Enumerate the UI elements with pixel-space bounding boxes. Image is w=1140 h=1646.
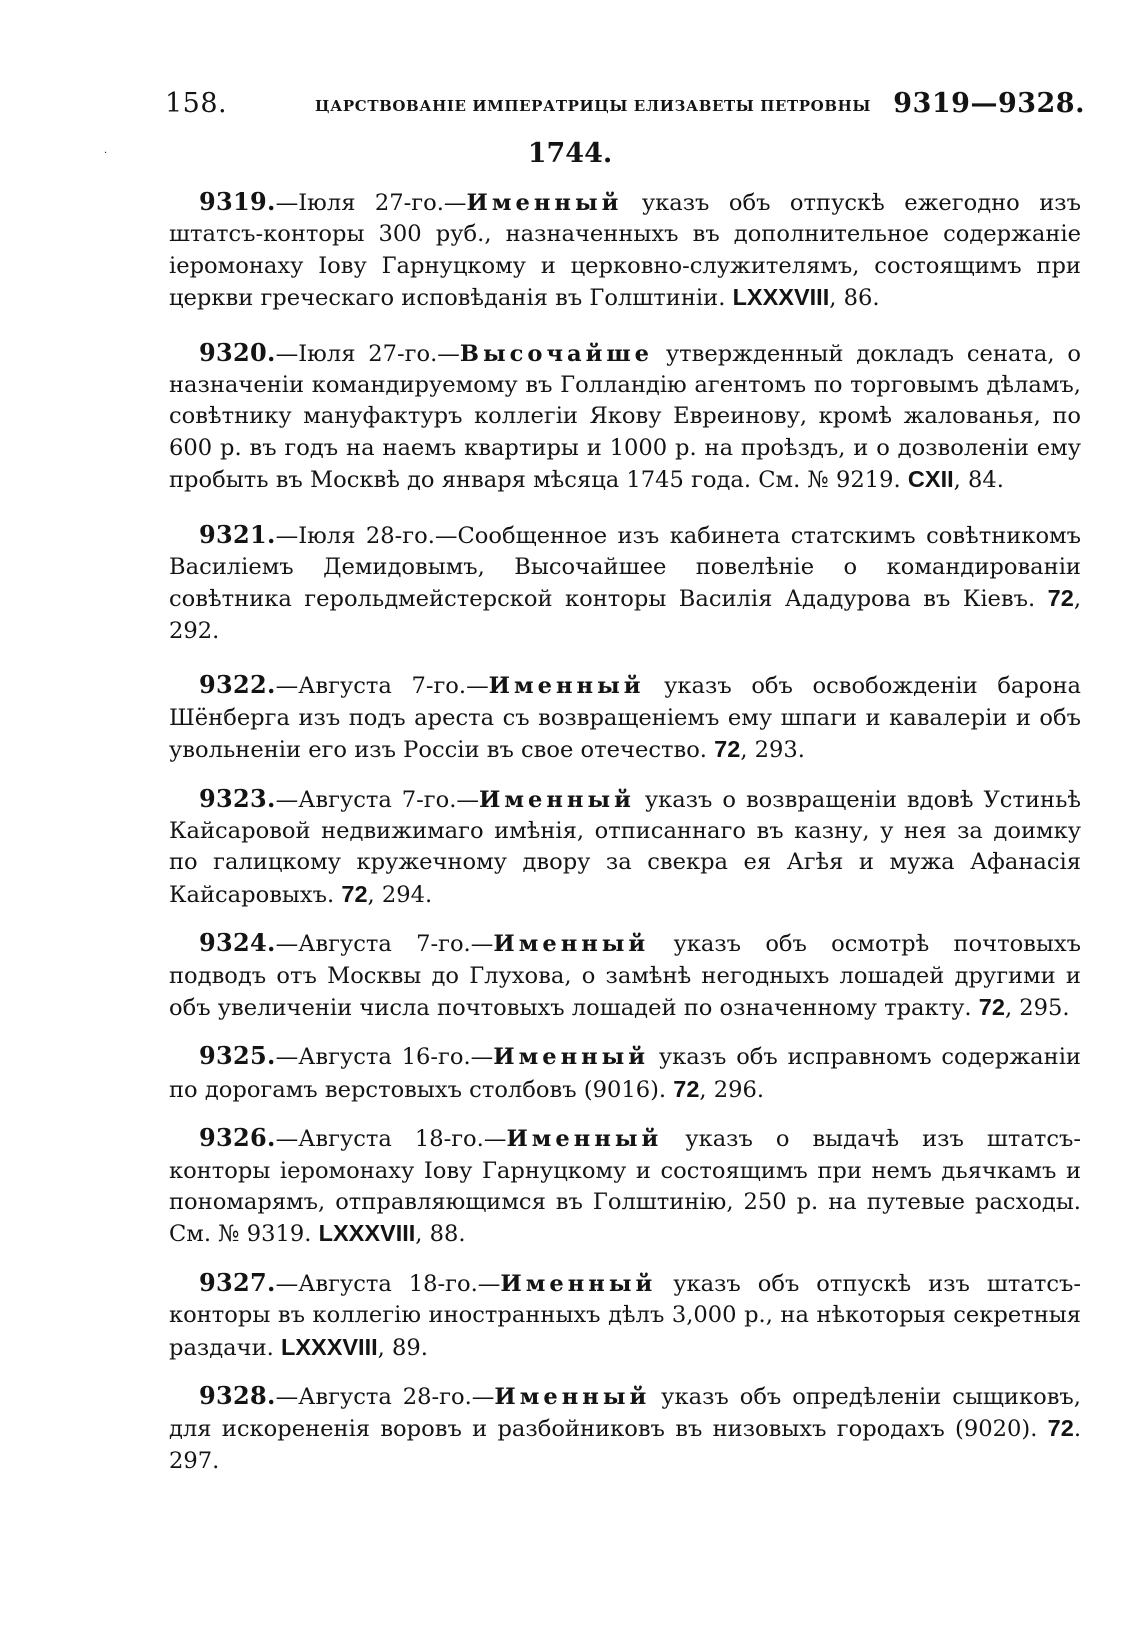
entry-date: —Августа 7-го.— [275, 931, 494, 958]
entry-number: 9320. [199, 337, 276, 367]
entry-kind: Именный [479, 786, 635, 813]
page-number: 158. [165, 88, 228, 119]
entry-date: —Августа 7-го.— [275, 786, 480, 813]
entry-volume: 72 [341, 880, 368, 907]
entry-date: —Іюля 27-го.— [275, 190, 467, 216]
entry-volume: 72 [673, 1075, 700, 1102]
entry-text: утвержденный докладъ сената, о назначеніи командируемому въ Голландію агентомъ по торговымъ дѣламъ, совѣтнику мануфактуръ коллегіи Якову Евреинову, кромѣ жалованья, по 600 р. въ годъ на наемъ квартиры и 1000 р. на проѣздъ, и о дозволеніи ему пробыть въ Москвѣ до января мѣсяца 1745 года. См. № 9219. [169, 340, 1082, 494]
entry-volume: 72 [1047, 1415, 1074, 1442]
entry-text: указъ объ опредѣленіи сыщиковъ, для искорененія воровъ и разбойниковъ въ низовыхъ городахъ (9020). [169, 1384, 1081, 1443]
entry-number: 9323. [199, 783, 276, 813]
entry-date: —Августа 18-го.— [275, 1270, 501, 1297]
entry-text: указъ объ исправномъ содержаніи по дорогамъ верстовыхъ столбовъ (9016). [169, 1044, 1081, 1103]
entry-kind: Именный [494, 1384, 651, 1410]
entry-kind: Высочайше [459, 340, 654, 367]
entry-kind: Именный [493, 1044, 650, 1071]
entry-9327 [169, 1267, 1081, 1364]
entry-9326 [169, 1122, 1081, 1251]
entry-9323 [169, 783, 1081, 912]
entry-date: —Августа 28-го.— [275, 1384, 495, 1410]
entry-volume: LXXXVIII [281, 1333, 378, 1360]
entry-kind: Именный [488, 673, 645, 700]
entry-volume: LXXXVIII [732, 284, 830, 311]
entry-page-ref: , 295. [1004, 994, 1070, 1021]
entry-number: 9327. [199, 1267, 276, 1297]
entry-text: указъ о возвращеніи вдовѣ Устиньѣ Кайсаровой недвижимаго имѣнія, отписаннаго въ казну, у нея за доимку по галицкому кружечному двору за свекра ея Агѣя и мужа Афанасія Кайсаровыхъ. [169, 786, 1081, 908]
entry-date: —Августа 18-го.— [275, 1126, 507, 1153]
running-title: ЦАРСТВОВАНІЕ ИМПЕРАТРИЦЫ ЕЛИЗАВЕТЫ ПЕТРОВНЫ [315, 97, 872, 115]
entry-kind: Именный [466, 190, 623, 216]
entry-date: —Іюля 28-го.— [275, 522, 458, 549]
entry-number: 9322. [199, 670, 276, 700]
entry-text: указъ объ осмотрѣ почтовыхъ подводъ отъ Москвы до Глухова, о замѣнѣ негодныхъ лошадей другими и объ увеличеніи числа почтовыхъ лошадей по означенному тракту. [169, 931, 1081, 1021]
entry-text: указъ объ освобожденіи барона Шёнберга изъ подъ ареста съ возвращеніемъ ему шпаги и кавалеріи и объ увольненіи его изъ Россіи въ свое отечество. [169, 673, 1081, 764]
entry-volume: 72 [978, 993, 1005, 1020]
entry-text: указъ объ отпускѣ ежегодно изъ штатсъ-конторы 300 руб., назначенныхъ въ дополнительное содержаніе іеромонаху Іову Гарнуцкому и церковно-служителямъ, состоящимъ при церкви греческаго исповѣданія въ Голштиніи. [169, 190, 1081, 312]
entry-page-ref: , 86. [829, 285, 880, 312]
entry-page-ref: , 293. [740, 737, 805, 764]
entry-9319 [169, 186, 1081, 315]
entry-9328 [169, 1380, 1081, 1477]
entry-9321 [169, 519, 1081, 648]
entry-page-ref: , 292. [169, 586, 1081, 644]
entry-page-ref: , 84. [953, 467, 1004, 494]
entry-9325 [169, 1040, 1081, 1106]
entry-number: 9321. [199, 519, 276, 549]
page-header [165, 88, 1085, 128]
entry-number: 9324. [199, 928, 276, 958]
entry-volume: 72 [1047, 585, 1074, 612]
entry-9322 [169, 669, 1081, 766]
entry-kind: Именный [493, 931, 650, 958]
entry-page-ref: , 294. [367, 881, 433, 908]
entry-volume: 72 [714, 736, 741, 763]
entries-list [169, 186, 1081, 1477]
entry-number: 9319. [199, 187, 276, 216]
entry-9320 [169, 337, 1081, 497]
entry-page-ref: , 89. [377, 1334, 428, 1361]
entry-kind: Именный [500, 1270, 657, 1297]
entry-9324 [169, 927, 1081, 1024]
entry-text: Сообщенное изъ кабинета статскимъ совѣтникомъ Василіемъ Демидовымъ, Высочайшее повелѣніе о командированіи совѣтника герольдмейстерской конторы Василія Ададурова въ Кіевъ. [169, 522, 1082, 613]
entry-page-ref: , 88. [415, 1221, 466, 1248]
entry-number: 9325. [199, 1041, 276, 1071]
entry-date: —Августа 16-го.— [275, 1044, 494, 1071]
year-heading: 1744. [527, 138, 613, 169]
entry-page-ref: , 296. [699, 1076, 765, 1103]
entry-text: указъ о выдачѣ изъ штатсъ-конторы іеромонаху Іову Гарнуцкому и состоящимъ при немъ дьячкамъ и пономарямъ, отправляющимся въ Голштинію, 250 р. на путевые расходы. См. № 9319. [169, 1126, 1081, 1248]
entry-text: указъ объ отпускѣ изъ штатсъ-конторы въ коллегію иностранныхъ дѣлъ 3,000 р., на нѣкоторыя секретныя раздачи. [169, 1270, 1081, 1361]
entry-volume: LXXXVIII [318, 1220, 416, 1247]
entry-number: 9328. [199, 1381, 276, 1410]
entry-date: —Августа 7-го.— [275, 673, 489, 700]
entry-range: 9319—9328. [893, 88, 1085, 119]
entry-date: —Іюля 27-го.— [275, 340, 460, 367]
entry-kind: Именный [506, 1126, 663, 1153]
entry-page-ref: . 297. [169, 1416, 1081, 1474]
entry-number: 9326. [199, 1123, 276, 1153]
entry-volume: CXII [907, 466, 954, 493]
stray-mark: · [104, 148, 108, 159]
